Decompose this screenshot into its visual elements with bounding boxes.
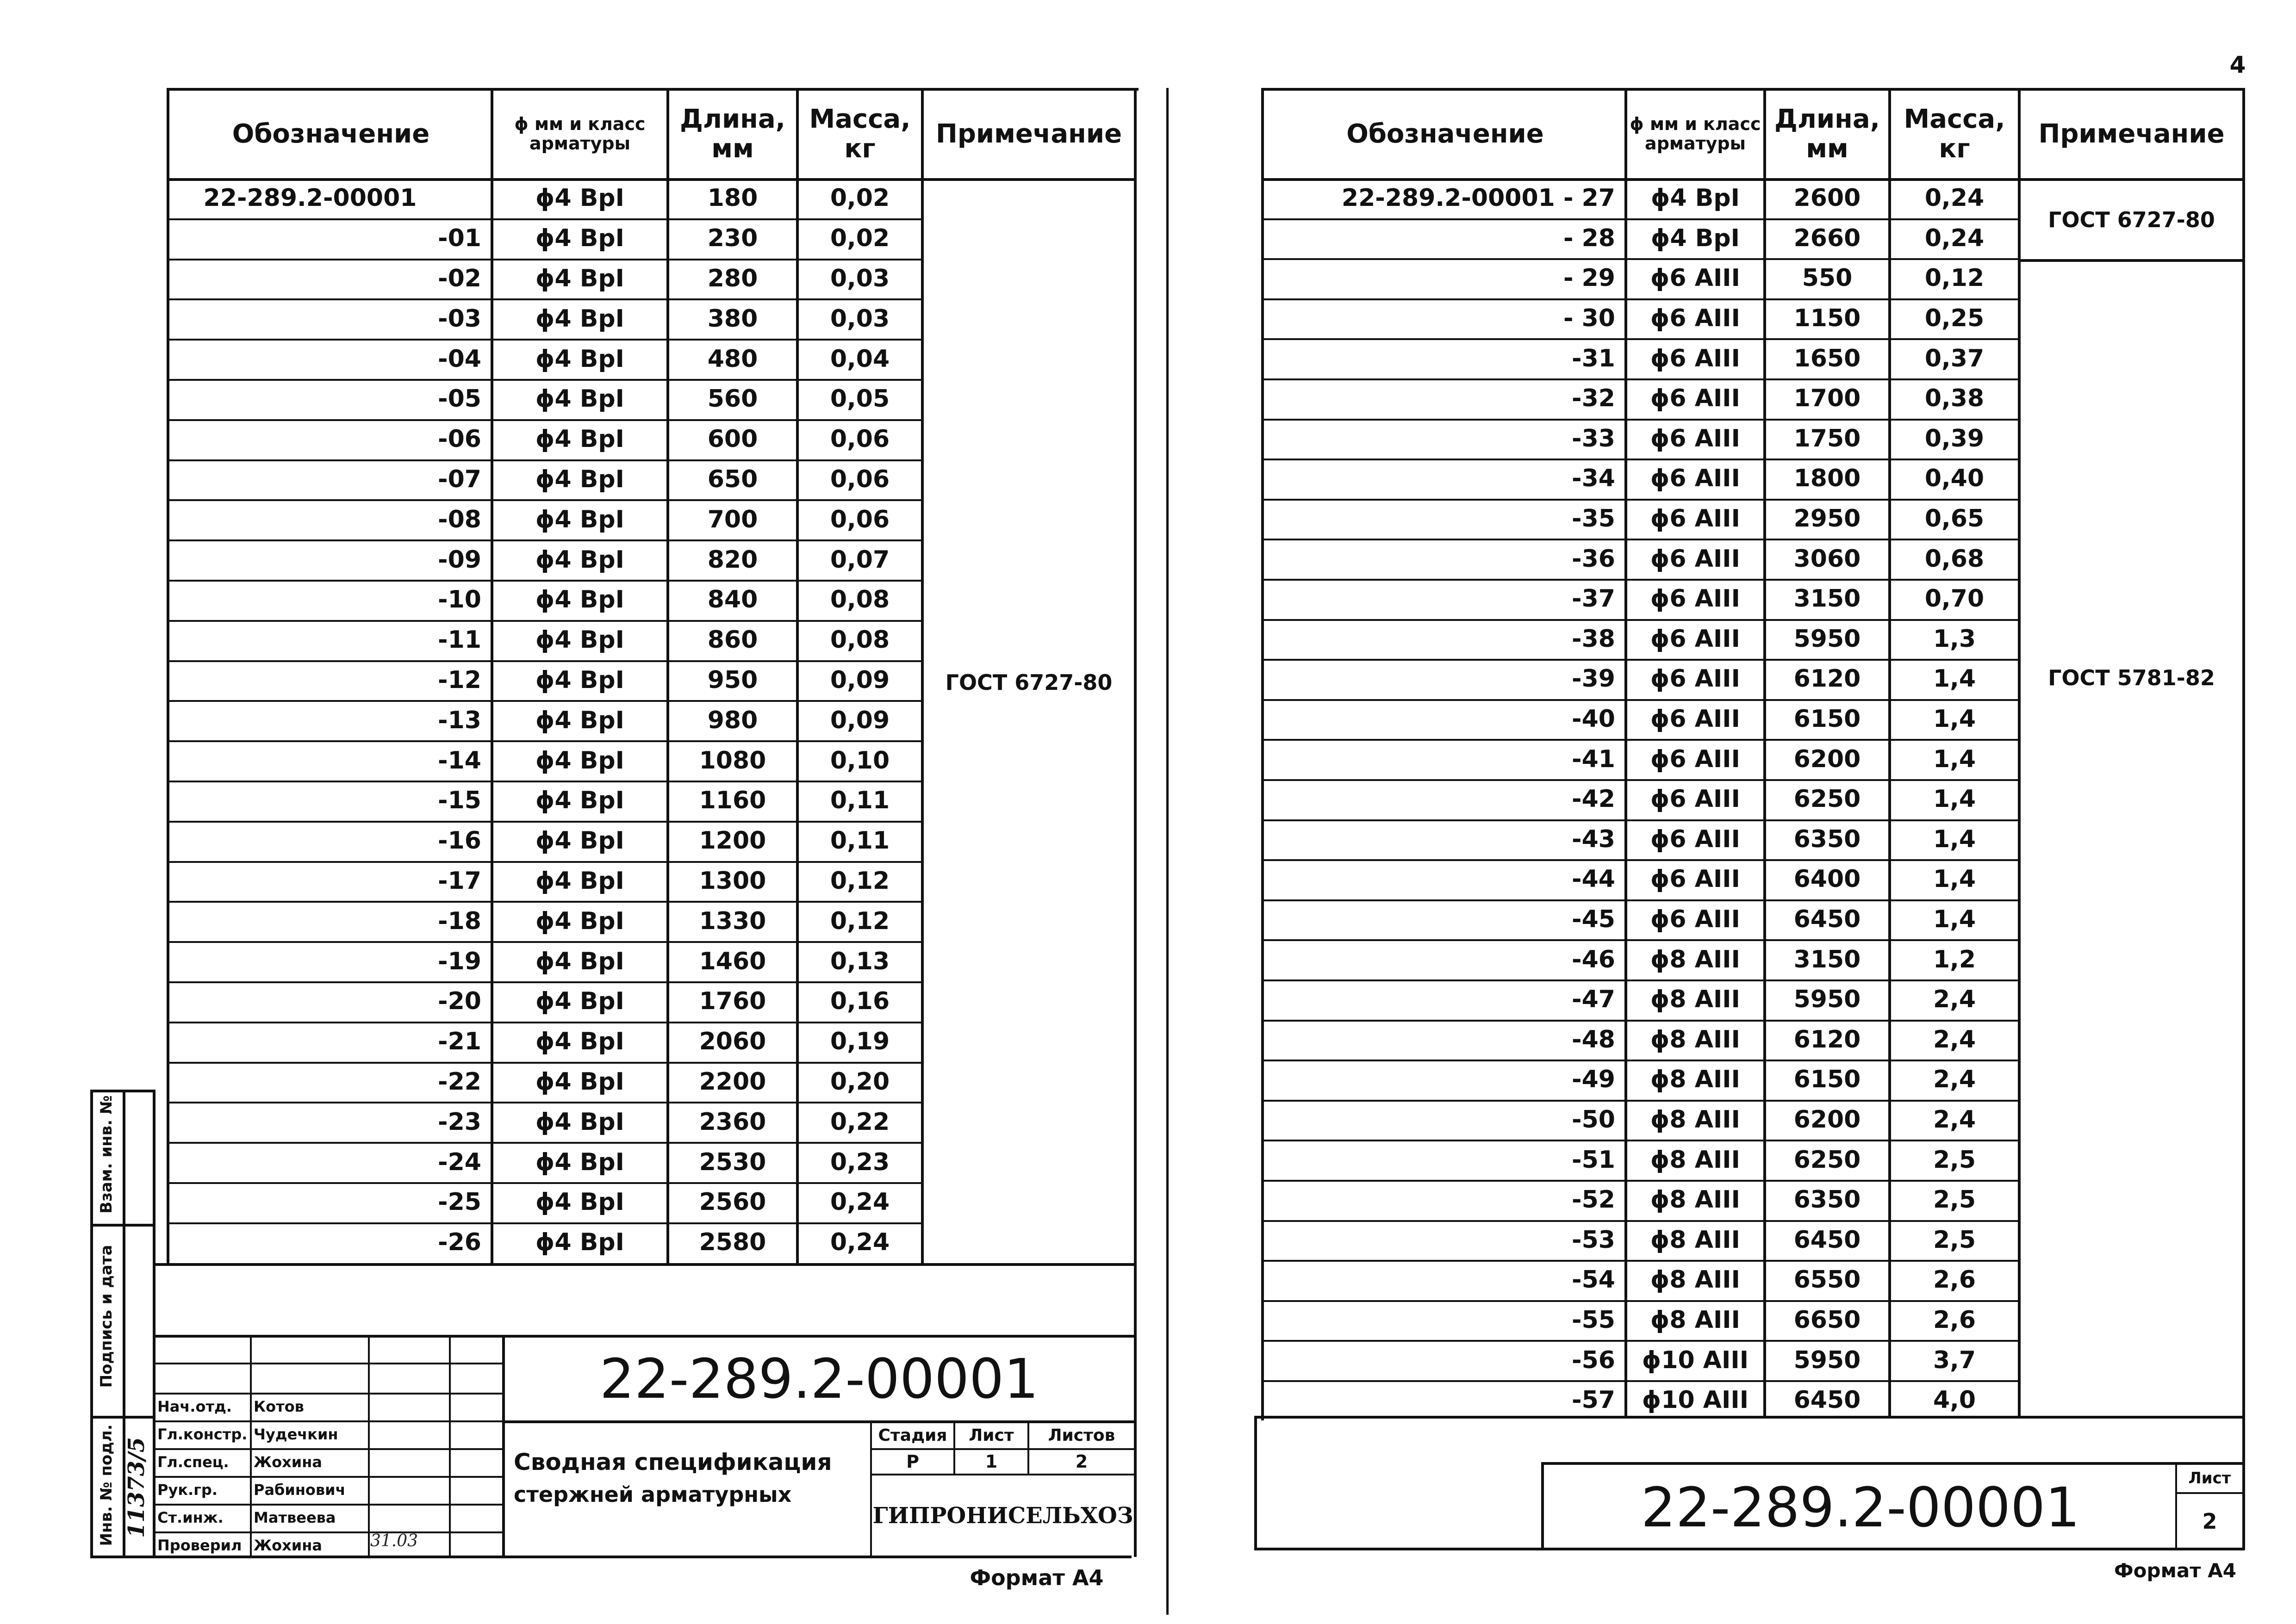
left-format-label: Формат А4: [970, 1565, 1104, 1590]
row-diameter: ϕ8 АIII: [1650, 1306, 1740, 1334]
row-designation: -39: [1572, 665, 1615, 693]
row-length: 380: [707, 304, 758, 333]
row-diameter: ϕ4 ВрI: [535, 224, 624, 253]
row-mass: 1,4: [1933, 665, 1976, 693]
row-length: 5950: [1793, 1346, 1861, 1374]
row-length: 650: [707, 465, 758, 493]
row-diameter: ϕ8 АIII: [1650, 1226, 1740, 1254]
row-diameter: ϕ4 ВрI: [535, 706, 624, 734]
row-diameter: ϕ6 АIII: [1650, 424, 1740, 452]
staff-name: Жохина: [254, 1537, 322, 1554]
row-diameter: ϕ4 ВрI: [535, 1028, 624, 1056]
row-length: 2660: [1793, 224, 1861, 252]
right-header-diameter: ϕ мм и класс арматуры: [1630, 114, 1761, 154]
row-diameter: ϕ6 АIII: [1650, 465, 1740, 493]
row-length: 6400: [1793, 865, 1861, 893]
row-mass: 0,04: [830, 345, 890, 373]
row-mass: 1,3: [1933, 625, 1976, 653]
row-diameter: ϕ4 ВрI: [535, 425, 624, 453]
organization-name: ГИПРОНИСЕЛЬХОЗ: [872, 1503, 1133, 1529]
side-replace-label: Взам. инв. №: [97, 1095, 116, 1214]
row-diameter: ϕ4 ВрI: [535, 787, 624, 815]
side-inv-value: 11373/5: [124, 1437, 149, 1538]
row-designation: -19: [438, 947, 481, 975]
row-diameter: ϕ4 ВрI: [535, 1148, 624, 1176]
row-designation: -37: [1572, 585, 1615, 613]
row-designation: -51: [1572, 1146, 1615, 1174]
row-diameter: ϕ10 АIII: [1642, 1386, 1749, 1414]
row-diameter: ϕ4 ВрI: [535, 666, 624, 694]
row-length: 840: [707, 586, 758, 614]
row-designation: -08: [438, 505, 481, 533]
row-mass: 1,4: [1933, 745, 1976, 773]
left-header-note: Примечание: [935, 118, 1122, 149]
row-designation: -03: [438, 304, 481, 333]
row-length: 6450: [1793, 1226, 1861, 1254]
row-designation: -06: [438, 425, 481, 453]
sheets-label: Листов: [1048, 1426, 1115, 1445]
row-length: 2580: [699, 1228, 766, 1257]
row-mass: 2,4: [1933, 1106, 1976, 1134]
row-mass: 0,08: [830, 626, 890, 654]
row-length: 1750: [1793, 424, 1861, 452]
row-designation: -15: [438, 787, 481, 815]
row-length: 230: [707, 224, 758, 253]
row-mass: 0,25: [1924, 304, 1985, 333]
staff-name: Матвеева: [254, 1509, 336, 1526]
left-header-mass: Масса, кг: [809, 104, 911, 164]
sheet-value: 1: [985, 1451, 998, 1472]
row-length: 1700: [1793, 384, 1861, 413]
row-mass: 0,02: [830, 184, 890, 212]
row-mass: 0,06: [830, 505, 890, 533]
row-designation: -04: [438, 345, 481, 373]
right-header-note: Примечание: [2038, 118, 2225, 149]
row-designation: -48: [1572, 1025, 1615, 1054]
row-mass: 0,11: [830, 827, 890, 855]
row-designation: -02: [438, 264, 481, 292]
row-mass: 0,70: [1924, 585, 1985, 613]
row-length: 1760: [699, 987, 766, 1016]
row-designation: -18: [438, 907, 481, 935]
row-mass: 2,5: [1933, 1146, 1976, 1174]
row-length: 6350: [1793, 1186, 1861, 1214]
row-length: 1800: [1793, 465, 1861, 493]
row-diameter: ϕ4 ВрI: [1651, 184, 1740, 212]
row-length: 1300: [699, 867, 766, 895]
row-diameter: ϕ8 АIII: [1650, 1066, 1740, 1094]
row-length: 2600: [1793, 184, 1861, 212]
staff-name: Жохина: [254, 1453, 322, 1471]
row-length: 6200: [1793, 1106, 1861, 1134]
row-designation: -34: [1572, 465, 1615, 493]
row-mass: 0,19: [830, 1028, 890, 1056]
row-mass: 0,06: [830, 465, 890, 493]
row-diameter: ϕ6 АIII: [1650, 665, 1740, 693]
row-diameter: ϕ4 ВрI: [535, 907, 624, 935]
left-note-gost: ГОСТ 6727-80: [945, 670, 1113, 695]
right-note-main: ГОСТ 5781-82: [2048, 665, 2215, 690]
row-designation: -17: [438, 867, 481, 895]
row-designation: -05: [438, 385, 481, 413]
row-length: 3060: [1793, 545, 1861, 573]
row-length: 1160: [699, 787, 766, 815]
row-diameter: ϕ8 АIII: [1650, 1186, 1740, 1214]
row-designation: -56: [1572, 1346, 1615, 1374]
row-designation: -26: [438, 1228, 481, 1257]
row-designation: - 30: [1563, 304, 1615, 333]
row-designation: -44: [1572, 865, 1615, 893]
row-mass: 2,5: [1933, 1186, 1976, 1214]
row-designation: -45: [1572, 905, 1615, 934]
left-header-length: Длина, мм: [680, 104, 785, 164]
row-length: 480: [707, 345, 758, 373]
row-designation: -11: [438, 626, 481, 654]
row-length: 1650: [1793, 344, 1861, 372]
row-mass: 0,24: [830, 1228, 890, 1257]
row-length: 700: [707, 505, 758, 533]
row-length: 600: [707, 425, 758, 453]
row-diameter: ϕ8 АIII: [1650, 1025, 1740, 1054]
row-length: 950: [707, 666, 758, 694]
row-diameter: ϕ10 АIII: [1642, 1346, 1749, 1374]
row-mass: 4,0: [1933, 1386, 1976, 1414]
row-mass: 0,23: [830, 1148, 890, 1176]
staff-name: Чудечкин: [254, 1426, 338, 1443]
row-mass: 0,02: [830, 224, 890, 253]
row-mass: 0,03: [830, 264, 890, 292]
row-designation: -49: [1572, 1066, 1615, 1094]
row-mass: 0,40: [1924, 465, 1985, 493]
row-designation: -01: [438, 224, 481, 253]
row-mass: 0,24: [1924, 184, 1985, 212]
row-length: 6350: [1793, 825, 1861, 853]
row-mass: 0,13: [830, 947, 890, 975]
row-mass: 3,7: [1933, 1346, 1976, 1374]
row-diameter: ϕ6 АIII: [1650, 304, 1740, 333]
row-length: 2200: [699, 1067, 766, 1096]
row-length: 180: [707, 184, 758, 212]
row-diameter: ϕ4 ВрI: [535, 465, 624, 493]
row-diameter: ϕ4 ВрI: [535, 385, 624, 413]
row-mass: 0,12: [1924, 264, 1985, 292]
row-mass: 0,65: [1924, 505, 1985, 533]
row-mass: 0,16: [830, 987, 890, 1016]
row-mass: 1,4: [1933, 825, 1976, 853]
row-designation: -38: [1572, 625, 1615, 653]
row-diameter: ϕ8 АIII: [1650, 1146, 1740, 1174]
row-mass: 1,2: [1933, 945, 1976, 973]
row-mass: 0,37: [1924, 344, 1985, 372]
row-designation: -36: [1572, 545, 1615, 573]
row-designation: -16: [438, 827, 481, 855]
row-mass: 0,22: [830, 1108, 890, 1136]
row-designation: -41: [1572, 745, 1615, 773]
row-designation: -52: [1572, 1186, 1615, 1214]
row-designation: -50: [1572, 1106, 1615, 1134]
row-length: 550: [1802, 264, 1853, 292]
row-length: 3150: [1793, 945, 1861, 973]
right-sheet-label: Лист: [2188, 1469, 2231, 1488]
staff-role: Проверил: [157, 1537, 242, 1554]
row-diameter: ϕ6 АIII: [1650, 585, 1740, 613]
row-diameter: ϕ6 АIII: [1650, 264, 1740, 292]
side-inv-label: Инв. № подл.: [97, 1424, 116, 1546]
row-length: 2360: [699, 1108, 766, 1136]
row-mass: 0,39: [1924, 424, 1985, 452]
staff-role: Рук.гр.: [157, 1481, 218, 1499]
row-designation: -53: [1572, 1226, 1615, 1254]
row-mass: 0,06: [830, 425, 890, 453]
row-designation: -32: [1572, 384, 1615, 413]
row-designation: -07: [438, 465, 481, 493]
row-mass: 0,03: [830, 304, 890, 333]
row-length: 6120: [1793, 1025, 1861, 1054]
row-diameter: ϕ6 АIII: [1650, 344, 1740, 372]
row-length: 6650: [1793, 1306, 1861, 1334]
staff-name: Рабинович: [254, 1481, 346, 1499]
row-designation: -13: [438, 706, 481, 734]
row-diameter: ϕ6 АIII: [1650, 625, 1740, 653]
row-diameter: ϕ4 ВрI: [535, 827, 624, 855]
right-header-length: Длина, мм: [1774, 104, 1880, 164]
row-designation: -21: [438, 1028, 481, 1056]
row-diameter: ϕ6 АIII: [1650, 785, 1740, 813]
row-length: 6550: [1793, 1266, 1861, 1294]
row-mass: 0,24: [830, 1188, 890, 1216]
row-designation: -14: [438, 746, 481, 775]
row-length: 1330: [699, 907, 766, 935]
left-doc-title-1: Сводная спецификация: [514, 1449, 832, 1475]
row-length: 6150: [1793, 705, 1861, 733]
row-diameter: ϕ4 ВрI: [535, 264, 624, 292]
staff-role: Гл.констр.: [157, 1426, 248, 1443]
row-length: 6250: [1793, 1146, 1861, 1174]
stage-value: Р: [906, 1451, 919, 1472]
row-diameter: ϕ6 АIII: [1650, 865, 1740, 893]
row-length: 1150: [1793, 304, 1861, 333]
row-length: 6150: [1793, 1066, 1861, 1094]
row-mass: 1,4: [1933, 865, 1976, 893]
right-header-designation: Обозначение: [1346, 118, 1544, 149]
row-mass: 0,09: [830, 706, 890, 734]
row-length: 6200: [1793, 745, 1861, 773]
row-diameter: ϕ6 АIII: [1650, 505, 1740, 533]
row-designation: -54: [1572, 1266, 1615, 1294]
row-designation: -35: [1572, 505, 1615, 533]
row-diameter: ϕ8 АIII: [1650, 945, 1740, 973]
row-length: 820: [707, 545, 758, 574]
row-mass: 0,38: [1924, 384, 1985, 413]
row-diameter: ϕ6 АIII: [1650, 745, 1740, 773]
row-designation: -24: [438, 1148, 481, 1176]
row-designation: -09: [438, 545, 481, 574]
row-designation: 22-289.2-00001 - 27: [1341, 184, 1615, 212]
staff-role: Гл.спец.: [157, 1453, 229, 1471]
right-sheet-value: 2: [2202, 1508, 2217, 1534]
row-diameter: ϕ6 АIII: [1650, 705, 1740, 733]
row-length: 5950: [1793, 625, 1861, 653]
row-mass: 2,4: [1933, 1025, 1976, 1054]
row-mass: 0,10: [830, 746, 890, 775]
row-mass: 1,4: [1933, 785, 1976, 813]
row-diameter: ϕ6 АIII: [1650, 545, 1740, 573]
row-diameter: ϕ4 ВрI: [1651, 224, 1740, 252]
right-header-mass: Масса, кг: [1904, 104, 2005, 164]
row-diameter: ϕ4 ВрI: [535, 867, 624, 895]
row-designation: - 28: [1563, 224, 1615, 252]
row-length: 280: [707, 264, 758, 292]
row-designation: -55: [1572, 1306, 1615, 1334]
row-mass: 0,12: [830, 867, 890, 895]
signature-check-date: 31.03: [370, 1531, 418, 1550]
row-mass: 0,07: [830, 545, 890, 574]
row-length: 6450: [1793, 905, 1861, 934]
left-doc-code: 22-289.2-00001: [599, 1347, 1039, 1411]
row-diameter: ϕ4 ВрI: [535, 184, 624, 212]
row-designation: -46: [1572, 945, 1615, 973]
row-designation: - 29: [1563, 264, 1615, 292]
row-mass: 1,4: [1933, 705, 1976, 733]
row-designation: -31: [1572, 344, 1615, 372]
row-mass: 2,4: [1933, 986, 1976, 1014]
row-mass: 2,6: [1933, 1266, 1976, 1294]
row-mass: 0,08: [830, 586, 890, 614]
row-diameter: ϕ4 ВрI: [535, 505, 624, 533]
left-doc-title-2: стержней арматурных: [514, 1482, 792, 1507]
row-designation: -42: [1572, 785, 1615, 813]
row-diameter: ϕ4 ВрI: [535, 947, 624, 975]
row-diameter: ϕ4 ВрI: [535, 1108, 624, 1136]
row-length: 5950: [1793, 986, 1861, 1014]
row-designation: -25: [438, 1188, 481, 1216]
row-mass: 2,4: [1933, 1066, 1976, 1094]
row-length: 6450: [1793, 1386, 1861, 1414]
row-length: 2060: [699, 1028, 766, 1056]
row-designation: -10: [438, 586, 481, 614]
row-length: 560: [707, 385, 758, 413]
row-diameter: ϕ8 АIII: [1650, 1266, 1740, 1294]
staff-role: Нач.отд.: [157, 1398, 232, 1415]
row-length: 3150: [1793, 585, 1861, 613]
row-diameter: ϕ4 ВрI: [535, 987, 624, 1016]
sheet-label: Лист: [969, 1426, 1014, 1445]
right-format-label: Формат А4: [2114, 1559, 2236, 1582]
stage-label: Стадия: [878, 1426, 947, 1445]
row-diameter: ϕ8 АIII: [1650, 986, 1740, 1014]
row-diameter: ϕ6 АIII: [1650, 825, 1740, 853]
row-designation: -43: [1572, 825, 1615, 853]
row-diameter: ϕ4 ВрI: [535, 626, 624, 654]
row-diameter: ϕ6 АIII: [1650, 905, 1740, 934]
staff-role: Ст.инж.: [157, 1509, 224, 1526]
row-mass: 0,24: [1924, 224, 1985, 252]
row-mass: 2,6: [1933, 1306, 1976, 1334]
right-doc-code: 22-289.2-00001: [1641, 1475, 2080, 1539]
staff-name: Котов: [254, 1398, 304, 1415]
row-mass: 0,20: [830, 1067, 890, 1096]
row-mass: 0,11: [830, 787, 890, 815]
row-diameter: ϕ4 ВрI: [535, 1067, 624, 1096]
row-diameter: ϕ4 ВрI: [535, 746, 624, 775]
row-designation: -47: [1572, 986, 1615, 1014]
row-length: 1460: [699, 947, 766, 975]
side-sign-label: Подпись и дата: [97, 1245, 116, 1388]
row-diameter: ϕ6 АIII: [1650, 384, 1740, 413]
row-designation: -33: [1572, 424, 1615, 452]
left-header-designation: Обозначение: [232, 118, 430, 149]
row-diameter: ϕ4 ВрI: [535, 545, 624, 574]
right-note-top: ГОСТ 6727-80: [2048, 207, 2215, 232]
row-diameter: ϕ4 ВрI: [535, 304, 624, 333]
row-length: 6120: [1793, 665, 1861, 693]
row-designation: -40: [1572, 705, 1615, 733]
row-diameter: ϕ4 ВрI: [535, 1228, 624, 1257]
row-length: 860: [707, 626, 758, 654]
row-mass: 0,05: [830, 385, 890, 413]
row-diameter: ϕ8 АIII: [1650, 1106, 1740, 1134]
row-length: 6250: [1793, 785, 1861, 813]
row-length: 2560: [699, 1188, 766, 1216]
row-length: 1080: [699, 746, 766, 775]
row-diameter: ϕ4 ВрI: [535, 1188, 624, 1216]
row-designation: -22: [438, 1067, 481, 1096]
row-mass: 0,68: [1924, 545, 1985, 573]
row-designation: -23: [438, 1108, 481, 1136]
row-mass: 1,4: [1933, 905, 1976, 934]
row-mass: 0,09: [830, 666, 890, 694]
row-length: 1200: [699, 827, 766, 855]
row-mass: 0,12: [830, 907, 890, 935]
row-designation: -20: [438, 987, 481, 1016]
row-diameter: ϕ4 ВрI: [535, 586, 624, 614]
row-mass: 2,5: [1933, 1226, 1976, 1254]
sheets-value: 2: [1075, 1451, 1088, 1472]
page-number: 4: [2229, 51, 2246, 78]
row-length: 2530: [699, 1148, 766, 1176]
row-length: 980: [707, 706, 758, 734]
row-designation: 22-289.2-00001: [203, 184, 417, 212]
row-designation: -57: [1572, 1386, 1615, 1414]
row-length: 2950: [1793, 505, 1861, 533]
left-header-diameter: ϕ мм и класс арматуры: [514, 114, 646, 154]
row-designation: -12: [438, 666, 481, 694]
row-diameter: ϕ4 ВрI: [535, 345, 624, 373]
